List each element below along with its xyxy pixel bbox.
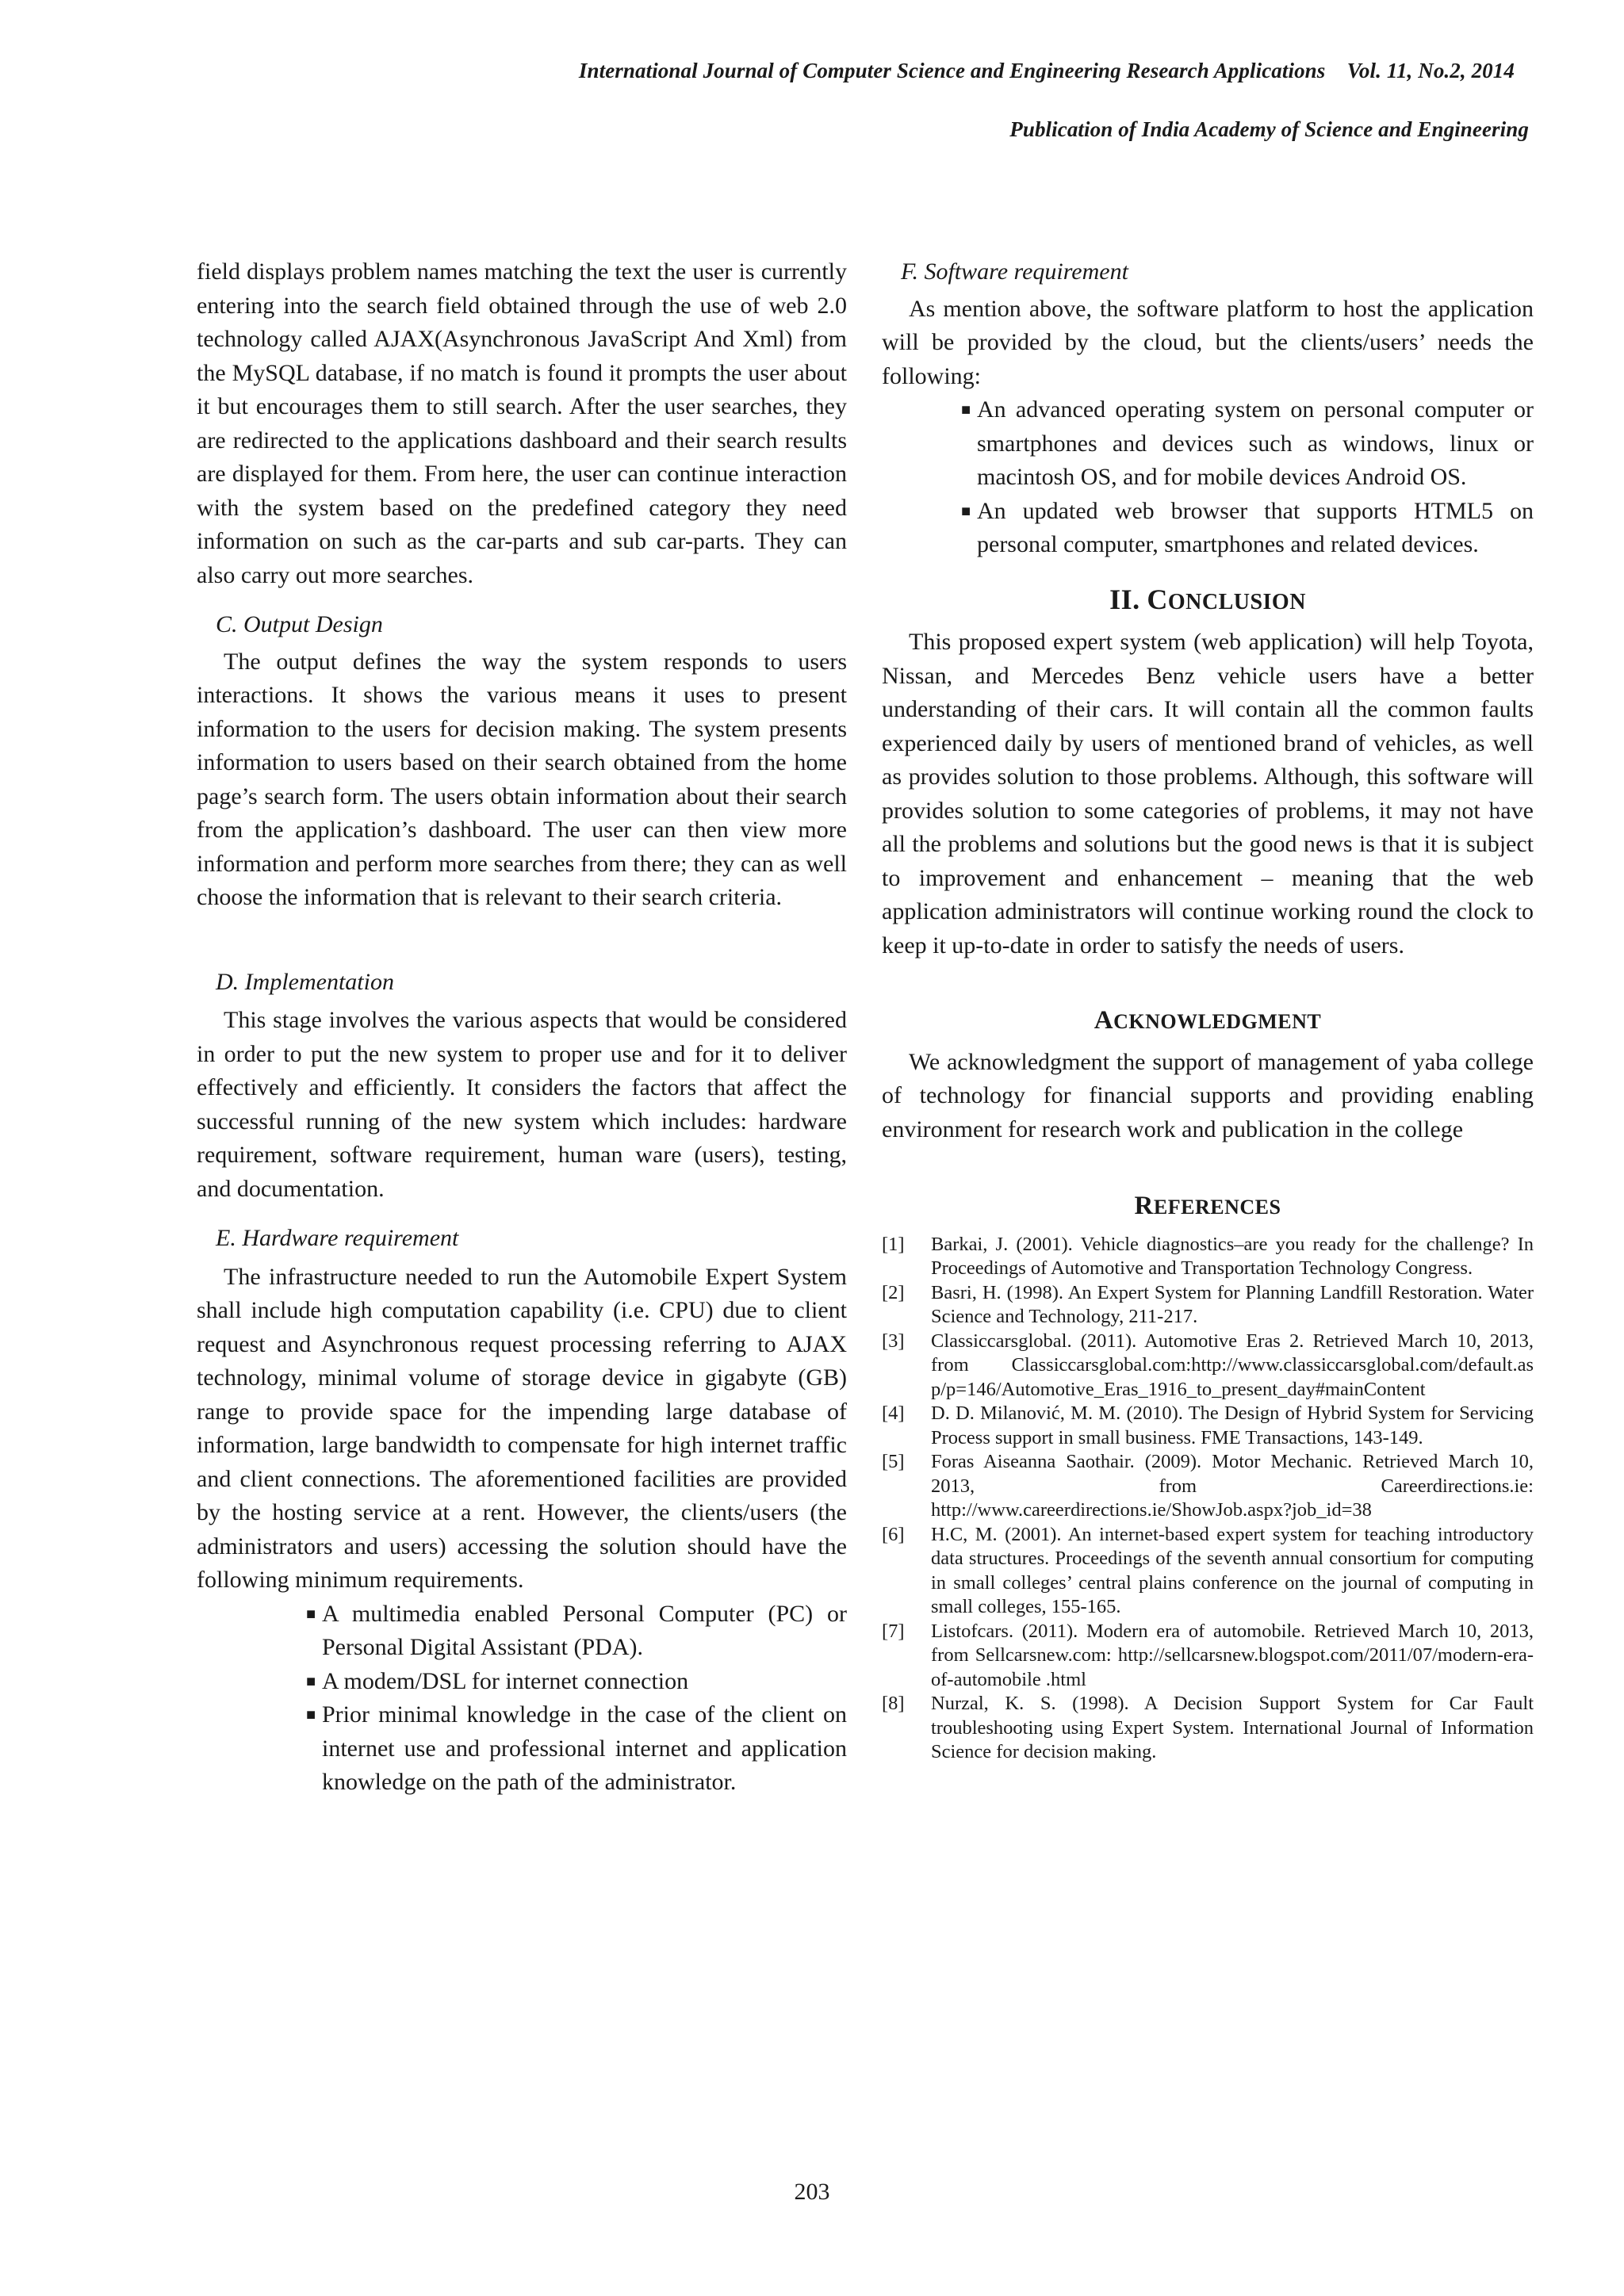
journal-header: International Journal of Computer Science and Engineering Research Applications Vol. 11, No.2, 2014 bbox=[578, 59, 1515, 82]
reference-item: [8] Nurzal, K. S. (1998). A Decision Support System for Car Fault troubleshooting using Expert System. International Journal of Information Science for decision making. bbox=[882, 1693, 1534, 1762]
hardware-requirements-list bbox=[197, 1598, 847, 1800]
page-number: 203 bbox=[794, 2179, 830, 2205]
acknowledgment-paragraph: We acknowledgment the support of management of yaba college of technology for financial supports and providing enabling environment for research work and publication in the college bbox=[882, 1048, 1534, 1142]
software-paragraph: As mention above, the software platform to host the application will be provided by the cloud, but the clients/users’ needs the following: bbox=[882, 295, 1534, 389]
list-item: ■ A modem/DSL for internet connection bbox=[306, 1665, 847, 1699]
acknowledgment-heading: ACKNOWLEDGMENT bbox=[1094, 1006, 1322, 1035]
reference-item: [1] Barkai, J. (2001). Vehicle diagnostics–are you ready for the challenge? In Proceedings of Automotive and Transportation Technology Congress. bbox=[882, 1233, 1534, 1279]
software-heading: F. Software requirement bbox=[901, 258, 1128, 285]
implementation-heading: D. Implementation bbox=[216, 968, 394, 995]
reference-item: [6] H.C, M. (2001). An internet-based expert system for teaching introductory data structures. Proceedings of the seventh annual consortium for computing in small colleges’ central plains conference on the journal of computing in small colleges, 155-165. bbox=[882, 1523, 1534, 1617]
hardware-paragraph: The infrastructure needed to run the Automobile Expert System shall include high computation capability (i.e. CPU) due to client request and Asynchronous request processing referring to AJAX technology, minimal volume of storage device in gigabyte (GB) range to provide space for the impending large database of information, large bandwidth to compensate for high internet traffic and client connections. The aforementioned facilities are provided by the hosting service at a rent. However, the clients/users (the administrators and users) accessing the solution should have the following minimum requirements. bbox=[197, 1263, 847, 1593]
software-requirements-list bbox=[882, 393, 1534, 562]
reference-item: [4] D. D. Milanović, M. M. (2010). The Design of Hybrid System for Servicing Process support in small business. FME Transactions, 143-149. bbox=[882, 1402, 1534, 1448]
reference-item: [5] Foras Aiseanna Saothair. (2009). Motor Mechanic. Retrieved March 10, 2013, from Careerdirections.ie: http://www.careerdirections.ie/ShowJob.aspx?job_id=38 bbox=[882, 1451, 1534, 1521]
intro-paragraph: field displays problem names matching the text the user is currently entering into the search field obtained through the use of web 2.0 technology called AJAX(Asynchronous JavaScript And Xml) from the MySQL database, if no match is found it prompts the user about it but encourages them to still search. After the user searches, they are redirected to the applications dashboard and their search results are displayed for them. From here, the user can continue interaction with the system based on the predefined category they need information on such as the car-parts and sub car-parts. They can also carry out more searches. bbox=[197, 258, 847, 588]
list-item: ■ A multimedia enabled Personal Computer (PC) or Personal Digital Assistant (PDA). bbox=[306, 1598, 847, 1665]
publisher-header: Publication of India Academy of Science and Engineering bbox=[1009, 117, 1529, 141]
implementation-paragraph: This stage involves the various aspects that would be considered in order to put the new system to proper use and for it to deliver effectively and efficiently. It considers the factors that affect the successful running of the new system which includes: hardware requirement, software requirement, human ware (users), testing, and documentation. bbox=[197, 1007, 847, 1202]
reference-item: [3] Classiccarsglobal. (2011). Automotive Eras 2. Retrieved March 10, 2013, from Classiccarsglobal.com:http://www.classiccarsglobal.com/default.as p/p=146/Automotive_Eras_1916_to_present_day#mainContent bbox=[882, 1330, 1534, 1400]
list-item: ■ An updated web browser that supports HTML5 on personal computer, smartphones and related devices. bbox=[961, 495, 1534, 562]
references-heading: REFERENCES bbox=[1134, 1192, 1281, 1220]
reference-item: [7] Listofcars. (2011). Modern era of automobile. Retrieved March 10, 2013, from Sellcarsnew.com: http://sellcarsnew.blogspot.com/2011/07/modern-era-of-automobile .html bbox=[882, 1620, 1534, 1690]
hardware-heading: E. Hardware requirement bbox=[216, 1225, 459, 1251]
list-item: ■ An advanced operating system on personal computer or smartphones and devices such as windows, linux or macintosh OS, and for mobile devices Android OS. bbox=[961, 393, 1534, 495]
square-bullet-icon: ■ bbox=[961, 502, 971, 520]
conclusion-paragraph: This proposed expert system (web application) will help Toyota, Nissan, and Mercedes Benz vehicle users have a better understanding of their cars. It will contain all the common faults experienced daily by users of mentioned brand of vehicles, as well as provides solution to those problems. Although, this software will provides solution to some categories of problems, it may not have all the problems and solutions but the good news is that it is subject to improvement and enhancement – meaning that the web application administrators will continue working round the clock to keep it up-to-date in order to satisfy the needs of users. bbox=[882, 629, 1534, 959]
right-column bbox=[882, 255, 1534, 1765]
output-design-paragraph: The output defines the way the system responds to users interactions. It shows the various means it uses to present information to the users for decision making. The system presents information to users based on their search obtained from the home page’s search form. The users obtain information about their search from the application’s dashboard. The user can then view more information and perform more searches from there; they can as well choose the information that is relevant to their search criteria. bbox=[197, 648, 847, 910]
square-bullet-icon: ■ bbox=[961, 401, 971, 419]
square-bullet-icon: ■ bbox=[306, 1706, 316, 1724]
left-column bbox=[197, 255, 847, 1800]
conclusion-heading: II. CONCLUSION bbox=[1109, 583, 1306, 615]
list-item: ■ Prior minimal knowledge in the case of the client on internet use and professional internet and application knowledge on the path of the administrator. bbox=[306, 1698, 847, 1800]
references-list bbox=[882, 1233, 1534, 1765]
square-bullet-icon: ■ bbox=[306, 1605, 316, 1623]
square-bullet-icon: ■ bbox=[306, 1672, 316, 1690]
reference-item: [2] Basri, H. (1998). An Expert System for Planning Landfill Restoration. Water Science and Technology, 211-217. bbox=[882, 1281, 1534, 1327]
output-design-heading: C. Output Design bbox=[216, 611, 383, 637]
